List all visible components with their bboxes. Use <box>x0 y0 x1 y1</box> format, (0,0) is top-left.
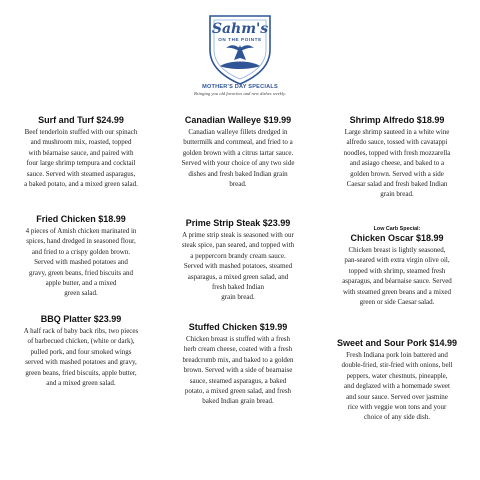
menu-item-description: A half rack of baby back ribs, two pieces of barbecued chicken, (white or dark), pulled pork, and four smoked wings served with mashed potatoes and gravy, green beans, fried biscuits, apple butter, and a mixed green salad. <box>23 327 139 388</box>
menu-item-chicken-oscar <box>320 226 474 307</box>
menu-item-title: Chicken Oscar $18.99 <box>350 233 444 243</box>
menu-item-fried-chicken <box>6 214 156 299</box>
menu-item-sweet-and-sour-pork <box>320 338 474 423</box>
logo-tagline-text: ON THE POINTE <box>218 37 262 42</box>
menu-item-title: Shrimp Alfredo $18.99 <box>349 115 445 125</box>
menu-item-title: Sweet and Sour Pork $14.99 <box>336 338 458 348</box>
specials-subtitle: Bringing you old favorites and new dishes weekly. <box>193 91 287 96</box>
low-carb-tag: Low Carb Special: <box>373 226 421 232</box>
menu-item-title: Stuffed Chicken $19.99 <box>188 322 288 332</box>
menu-item-description: Fresh Indiana pork loin battered and double-fried, stir-fried with onions, bell peppers, water chestnuts, pineapple, and deglazed with a homemade sweet and sour sauce. Served over jasmine rice with veggie won tons and your choice of any side dish. <box>341 351 453 422</box>
menu-item-description: Beef tenderloin stuffed with our spinach and mushroom mix, roasted, topped with béarnaise sauce, and paired with four large shrimp tempura and cocktail sauce. Served with steamed asparagus, a baked potato, and a mixed green salad. <box>24 128 138 189</box>
logo-brand-text: Sahm's <box>211 21 269 37</box>
menu-item-description: Large shrimp sauteed in a white wine alfredo sauce, tossed with cavatappi noodles, topped with fresh mozzarella and asiago cheese, and baked to a golden brown. Served with a side Caesar salad and fresh baked Indian grain bread. <box>343 128 451 199</box>
menu-item-description: 4 pieces of Amish chicken marinated in spices, hand dredged in seasoned flour, and fried to a crispy golden brown. Served with mashed potatoes and gravy, green beans, fried biscuits and apple butter, and a mixed green salad. <box>25 227 137 298</box>
menu-item-description: Canadian walleye fillets dredged in buttermilk and cornmeal, and fried to a golden brown with a citrus tartar sauce. Served with your choice of any two side dishes and fresh baked Indian grain bread. <box>181 128 295 189</box>
menu-item-canadian-walleye <box>163 115 313 189</box>
menu-item-description: Chicken breast is stuffed with a fresh herb cream cheese, coated with a fresh breadcrumb mix, and baked to a golden brown. Served with a side of bearnaise sauce, steamed asparagus, a baked potato, a mixed green salad, and fresh baked Indian grain bread. <box>182 335 294 406</box>
menu-item-description: Chicken breast is lightly seasoned, pan-seared with extra virgin olive oil, topped with shrimp, steamed fresh asparagus, and béarnaise sauce. Served with steamed green beans and a mixed green or side Caesar salad. <box>342 246 452 307</box>
menu-item-title: Prime Strip Steak $23.99 <box>185 218 291 228</box>
restaurant-logo <box>204 10 276 86</box>
menu-item-shrimp-alfredo <box>320 115 474 200</box>
specials-heading: MOTHER'S DAY SPECIALS <box>202 84 278 90</box>
menu-item-prime-strip-steak <box>163 218 313 303</box>
menu-item-description: A prime strip steak is seasoned with our steak spice, pan seared, and topped with a peppercorn brandy cream sauce. Served with mashed potatoes, steamed asparagus, a mixed green salad, and fresh baked Indian grain bread. <box>181 231 295 302</box>
menu-item-stuffed-chicken <box>163 322 313 407</box>
menu-item-bbq-platter <box>6 314 156 388</box>
menu-item-title: Surf and Turf $24.99 <box>38 115 124 125</box>
menu-item-title: Canadian Walleye $19.99 <box>184 115 292 125</box>
menu-item-title: BBQ Platter $23.99 <box>40 314 122 324</box>
menu-item-title: Fried Chicken $18.99 <box>36 214 126 224</box>
menu-item-surf-and-turf <box>6 115 156 189</box>
